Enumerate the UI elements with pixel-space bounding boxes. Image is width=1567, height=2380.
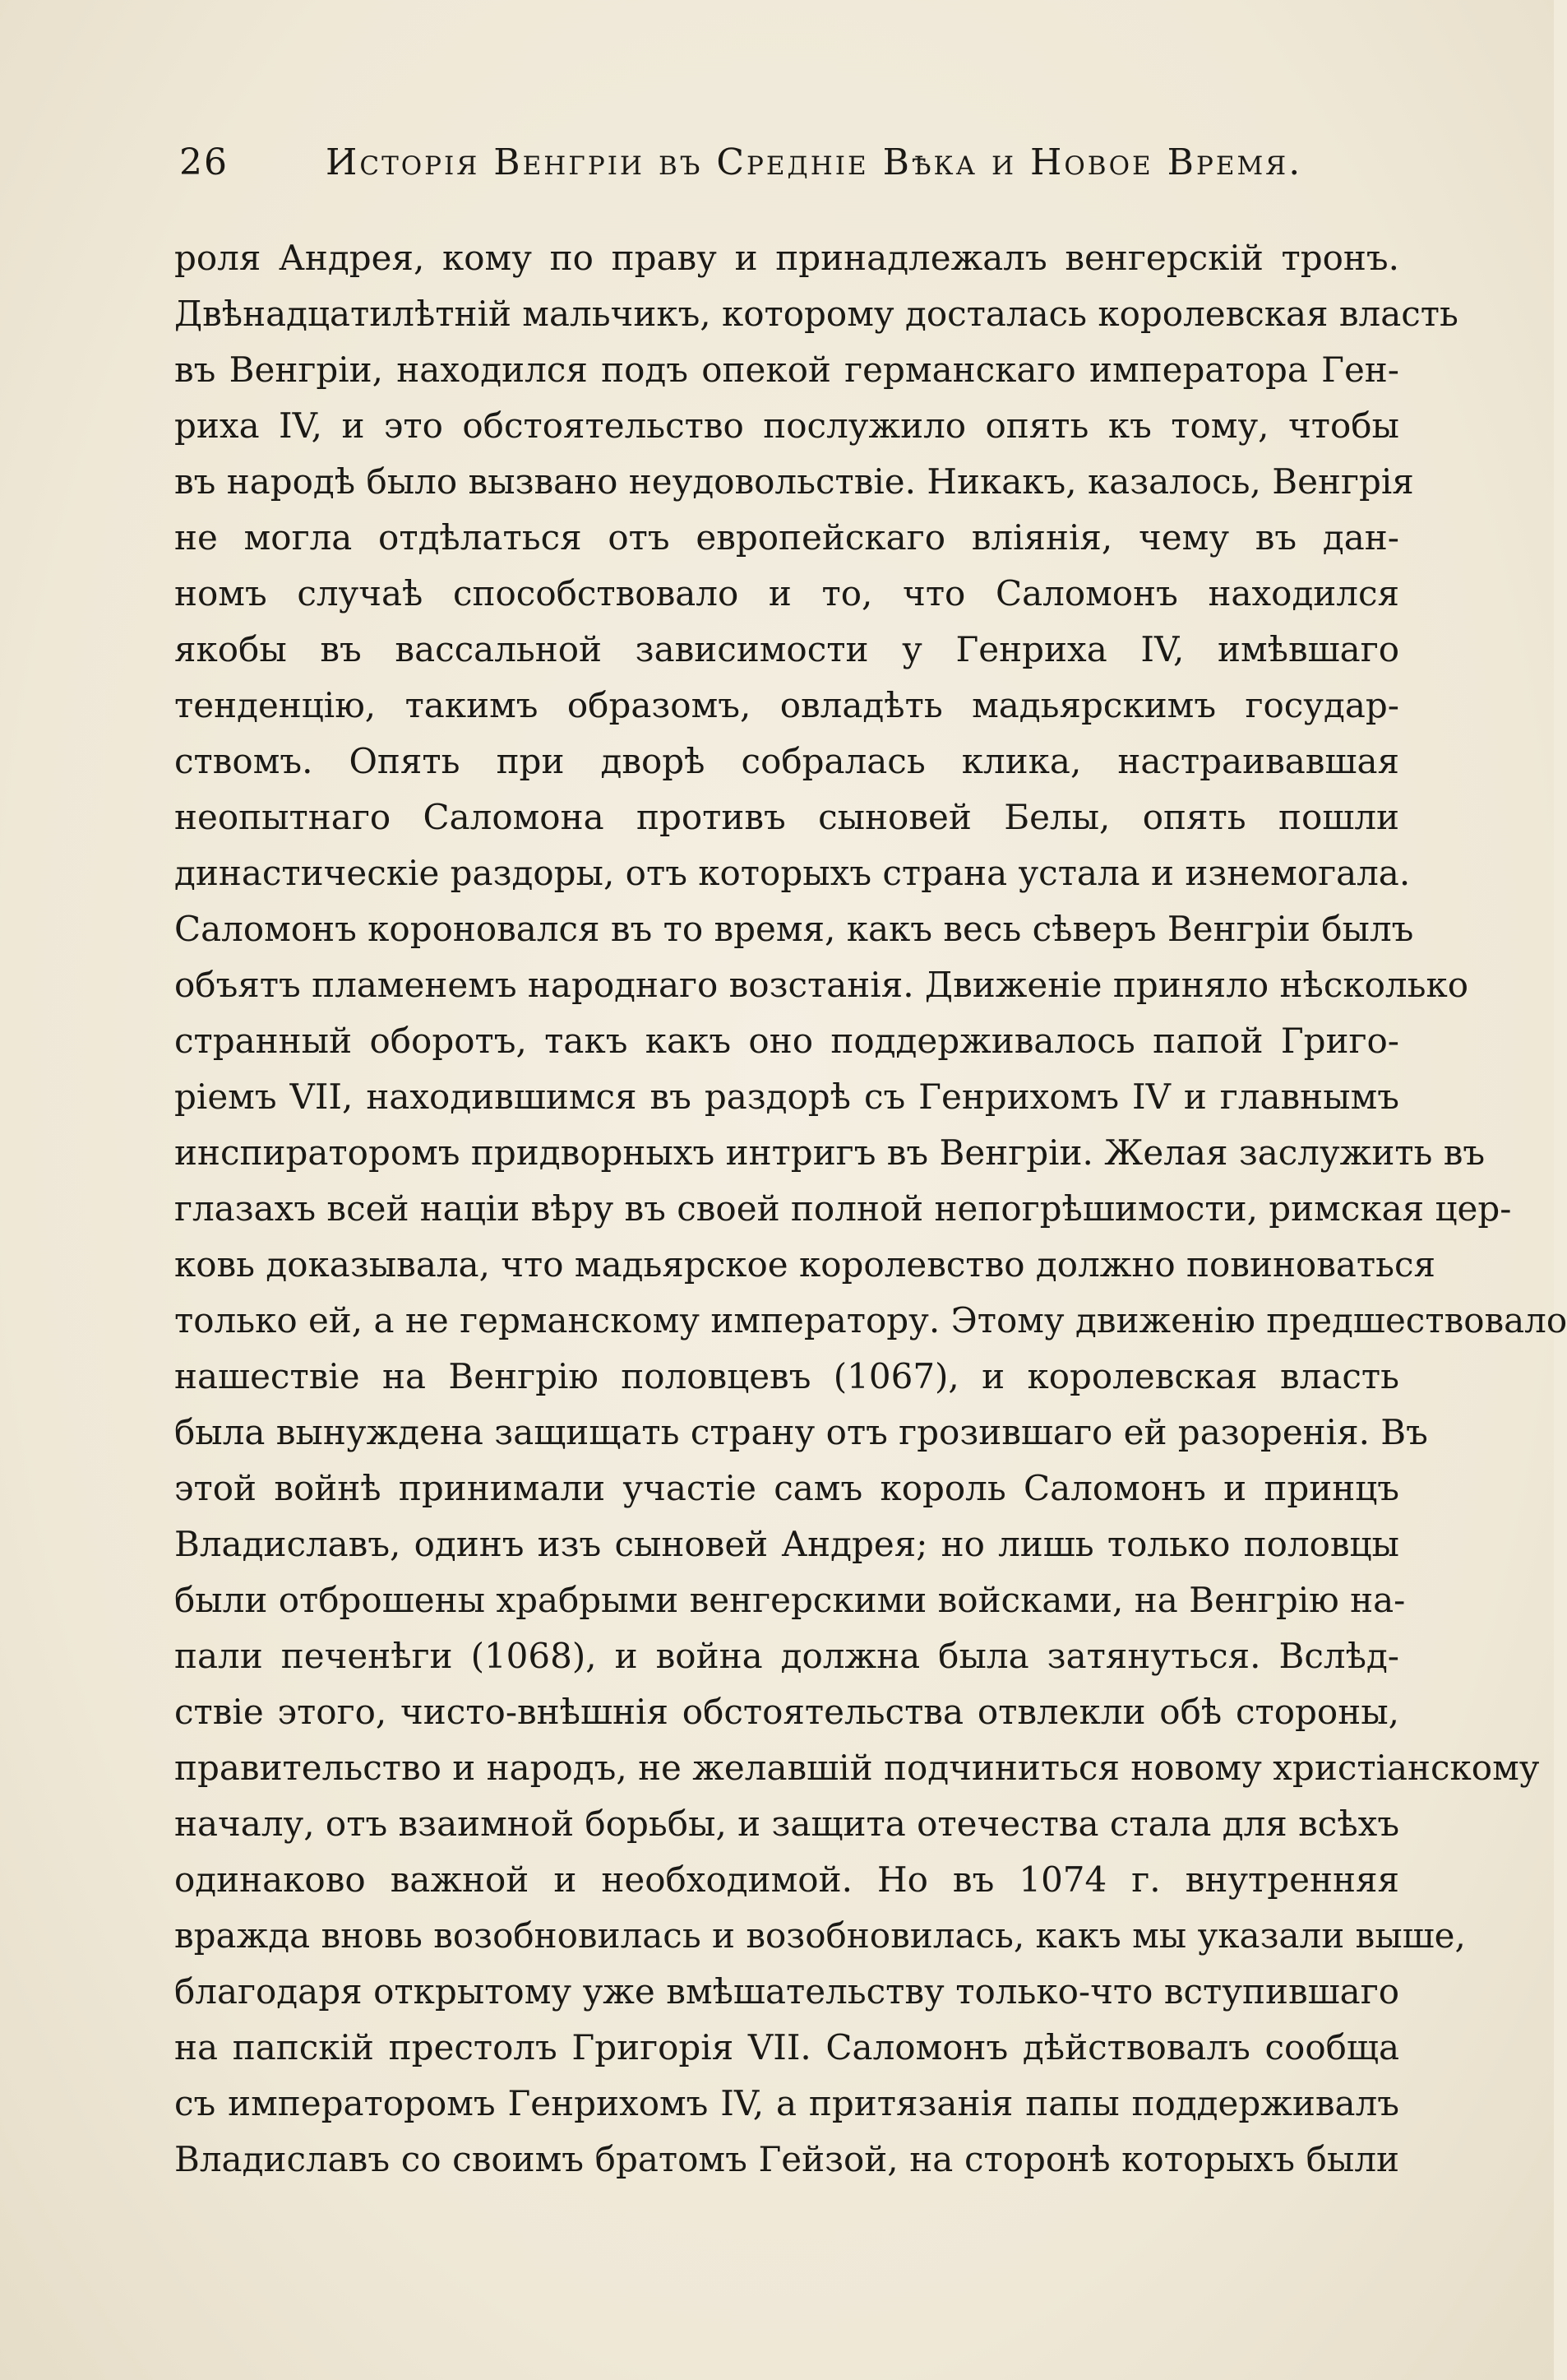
text-line: только ей, а не германскому императору. Этому движенію предшествовало	[174, 1300, 1567, 1340]
text-line: якобы въ вассальной зависимости у Генриха IV, имѣвшаго	[174, 629, 1399, 669]
text-line: въ народѣ было вызвано неудовольствіе. Никакъ, казалось, Венгрія	[174, 461, 1414, 502]
text-line: на папскій престолъ Григорія VII. Саломонъ дѣйствовалъ сообща	[174, 2027, 1399, 2067]
text-line: Двѣнадцатилѣтній мальчикъ, которому досталась королевская власть	[174, 294, 1458, 334]
text-line: Саломонъ короновался въ то время, какъ весь сѣверъ Венгріи былъ	[174, 909, 1414, 949]
text-line: были отброшены храбрыми венгерскими войсками, на Венгрію на-	[174, 1580, 1406, 1620]
text-line: правительство и народъ, не желавшій подчиниться новому христіанскому	[174, 1748, 1540, 1788]
text-line: странный оборотъ, такъ какъ оно поддерживалось папой Григо-	[174, 1021, 1399, 1061]
text-line: благодаря открытому уже вмѣшательству только-что вступившаго	[174, 1971, 1399, 2012]
text-line: риха IV, и это обстоятельство послужило опять къ тому, чтобы	[174, 405, 1399, 446]
text-line: номъ случаѣ способствовало и то, что Саломонъ находился	[174, 573, 1399, 614]
text-line: ствіе этого, чисто-внѣшнія обстоятельства отвлекли обѣ стороны,	[174, 1692, 1399, 1732]
text-line: была вынуждена защищать страну отъ грозившаго ей разоренія. Въ	[174, 1412, 1428, 1452]
text-line: неопытнаго Саломона противъ сыновей Белы, опять пошли	[174, 797, 1399, 837]
body-text	[174, 230, 1567, 2188]
text-line: династическіе раздоры, отъ которыхъ страна устала и изнемогала.	[174, 853, 1411, 893]
running-title: Исторія Венгріи въ Средніе Вѣка и Новое Время.	[326, 141, 1303, 183]
text-line: инспираторомъ придворныхъ интригъ въ Венгріи. Желая заслужить въ	[174, 1132, 1486, 1173]
text-line: съ императоромъ Генрихомъ IV, а притязанія папы поддерживалъ	[174, 2083, 1399, 2123]
text-line: этой войнѣ принимали участіе самъ король Саломонъ и принцъ	[174, 1468, 1399, 1508]
text-line: вражда вновь возобновилась и возобновилась, какъ мы указали выше,	[174, 1915, 1466, 1956]
page-header	[179, 138, 1303, 188]
text-line: началу, отъ взаимной борьбы, и защита отечества стала для всѣхъ	[174, 1804, 1400, 1844]
text-line: объятъ пламенемъ народнаго возстанія. Движеніе приняло нѣсколько	[174, 965, 1468, 1005]
text-line: ствомъ. Опять при дворѣ собралась клика, настраивавшая	[174, 741, 1399, 781]
text-line: ріемъ VII, находившимся въ раздорѣ съ Генрихомъ IV и главнымъ	[174, 1077, 1399, 1117]
page-number: 26	[179, 141, 229, 183]
text-line: одинаково важной и необходимой. Но въ 1074 г. внутренняя	[174, 1859, 1399, 1900]
text-line: нашествіе на Венгрію половцевъ (1067), и королевская власть	[174, 1356, 1399, 1396]
text-line: пали печенѣги (1068), и война должна была затянуться. Вслѣд-	[174, 1636, 1399, 1676]
text-line: въ Венгріи, находился подъ опекой германскаго императора Ген-	[174, 350, 1399, 390]
text-line: не могла отдѣлаться отъ европейскаго вліянія, чему въ дан-	[174, 517, 1399, 558]
text-line: Владиславъ, одинъ изъ сыновей Андрея; но лишь только половцы	[174, 1524, 1399, 1564]
text-line: Владиславъ со своимъ братомъ Гейзой, на сторонѣ которыхъ были	[174, 2139, 1399, 2179]
text-line: тенденцію, такимъ образомъ, овладѣть мадьярскимъ государ-	[174, 685, 1399, 725]
text-line: глазахъ всей націи вѣру въ своей полной непогрѣшимости, римская цер-	[174, 1188, 1512, 1229]
text-line: роля Андрея, кому по праву и принадлежалъ венгерскій тронъ.	[174, 238, 1399, 278]
text-line: ковь доказывала, что мадьярское королевство должно повиноваться	[174, 1244, 1436, 1285]
